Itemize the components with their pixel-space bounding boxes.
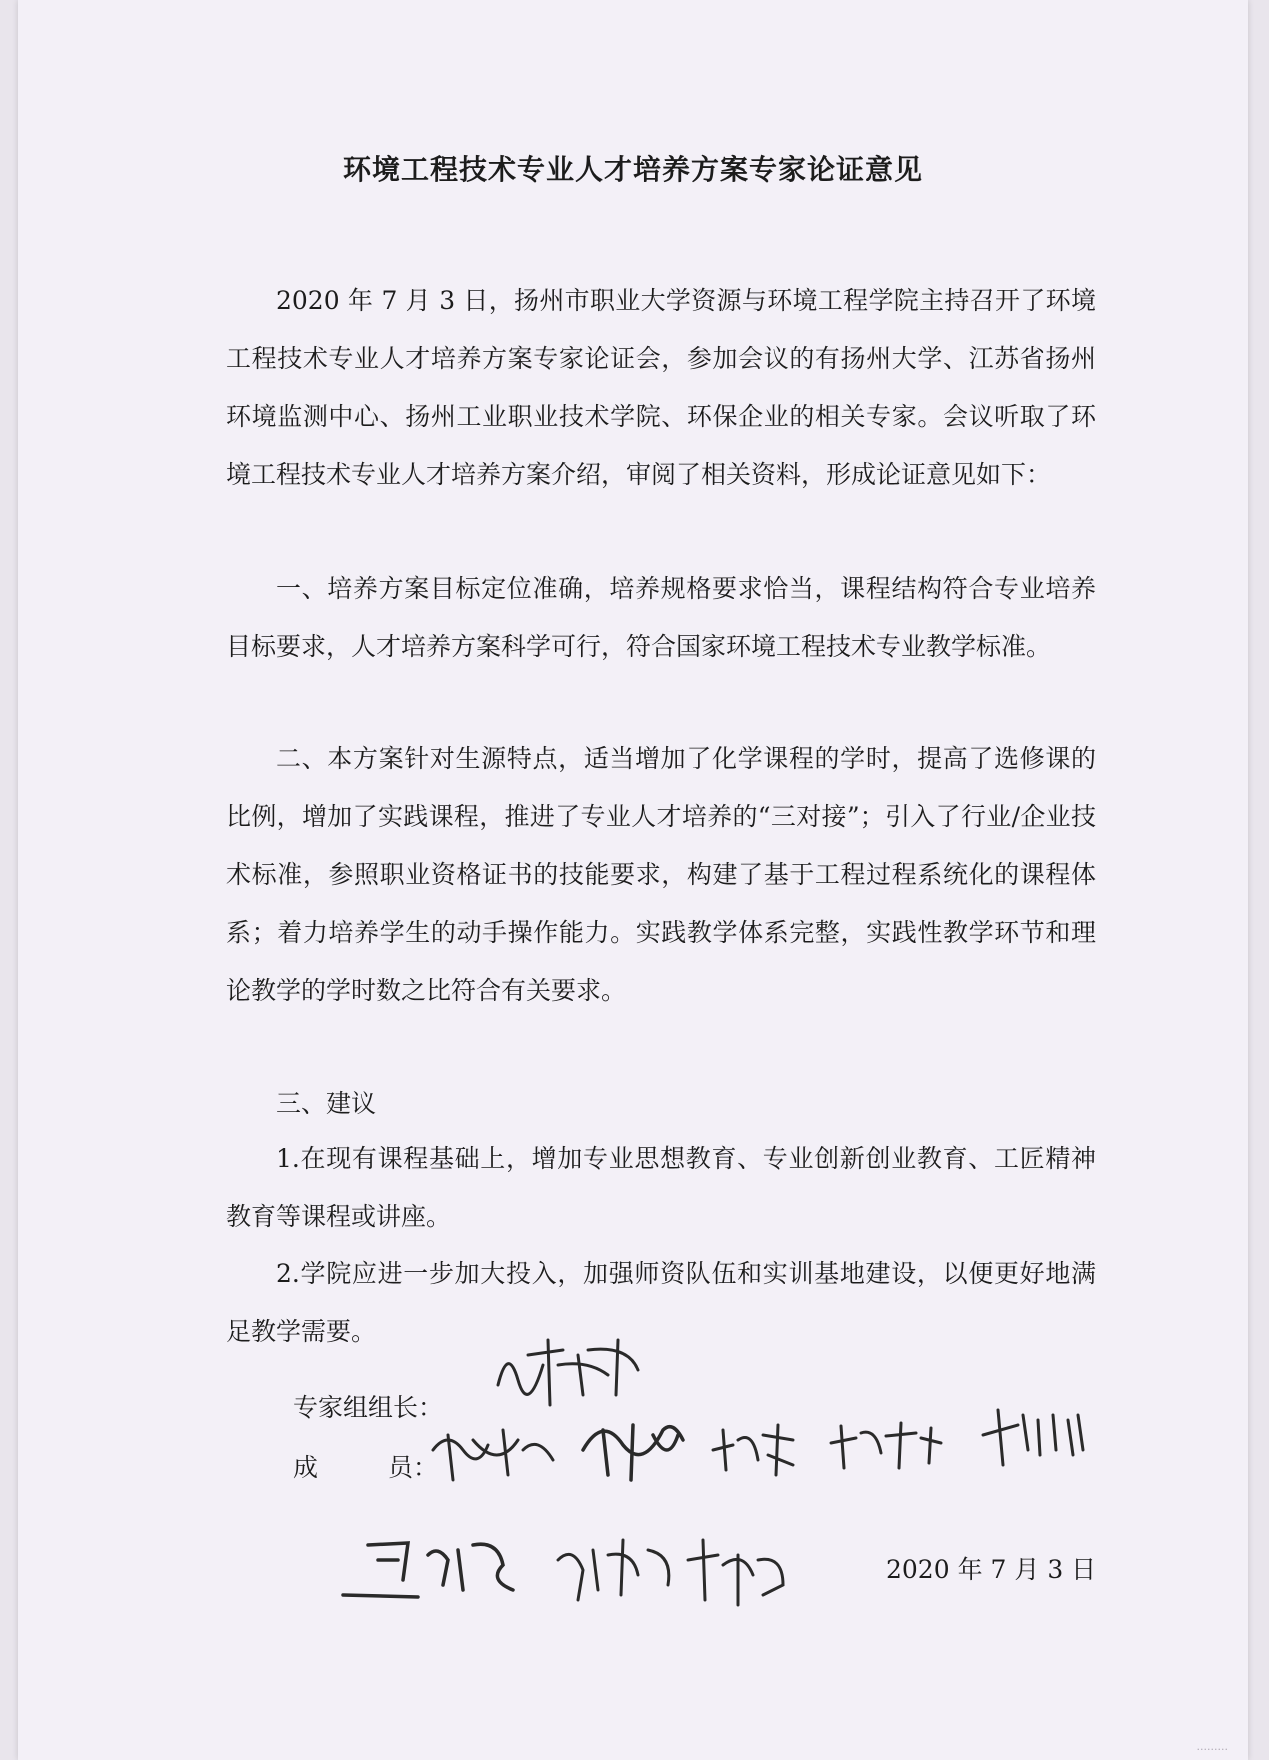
member-signature-4	[826, 1418, 946, 1478]
member-signature-5	[978, 1400, 1098, 1470]
paragraph-intro: 2020 年 7 月 3 日，扬州市职业大学资源与环境工程学院主持召开了环境工程技术专业人才培养方案专家论证会，参加会议的有扬州大学、江苏省扬州环境监测中心、扬州工业职业技术学院、环保企业的相关专家。会议听取了环境工程技术专业人才培养方案介绍，审阅了相关资料，形成论证意见如下：	[226, 286, 1096, 489]
document-title: 环境工程技术专业人才培养方案专家论证意见	[342, 153, 923, 186]
paragraph-suggestion-2: 2.学院应进一步加大投入，加强师资队伍和实训基地建设，以便更好地满足教学需要。	[226, 1259, 1096, 1346]
member-signature-7	[553, 1530, 683, 1610]
leader-signature	[488, 1335, 668, 1415]
members-label-a: 成	[293, 1453, 319, 1482]
paragraph-suggestion-heading: 三、建议	[276, 1089, 377, 1118]
member-signature-6	[338, 1525, 528, 1615]
signing-date: 2020 年 7 月 3 日	[886, 1555, 1097, 1584]
member-signature-3	[708, 1420, 798, 1480]
member-signature-1	[428, 1420, 558, 1490]
member-signature-8	[683, 1535, 793, 1615]
paragraph-suggestion-1: 1.在现有课程基础上，增加专业思想教育、专业创新创业教育、工匠精神教育等课程或讲座。	[226, 1144, 1096, 1231]
members-label	[293, 1448, 438, 1484]
member-signature-2	[573, 1410, 693, 1490]
paragraph-opinion-1: 一、培养方案目标定位准确，培养规格要求恰当，课程结构符合专业培养目标要求，人才培养方案科学可行，符合国家环境工程技术专业教学标准。	[226, 574, 1096, 661]
leader-label: 专家组组长：	[293, 1393, 444, 1422]
watermark: ·········	[1196, 1743, 1228, 1756]
paragraph-opinion-2: 二、本方案针对生源特点，适当增加了化学课程的学时，提高了选修课的比例，增加了实践课程，推进了专业人才培养的“三对接”；引入了行业/企业技术标准，参照职业资格证书的技能要求，构建了基于工程过程系统化的课程体系；着力培养学生的动手操作能力。实践教学体系完整，实践性教学环节和理论教学的学时数之比符合有关要求。	[226, 744, 1096, 1005]
document-page	[18, 0, 1248, 1760]
members-label-b: 员：	[388, 1453, 439, 1482]
